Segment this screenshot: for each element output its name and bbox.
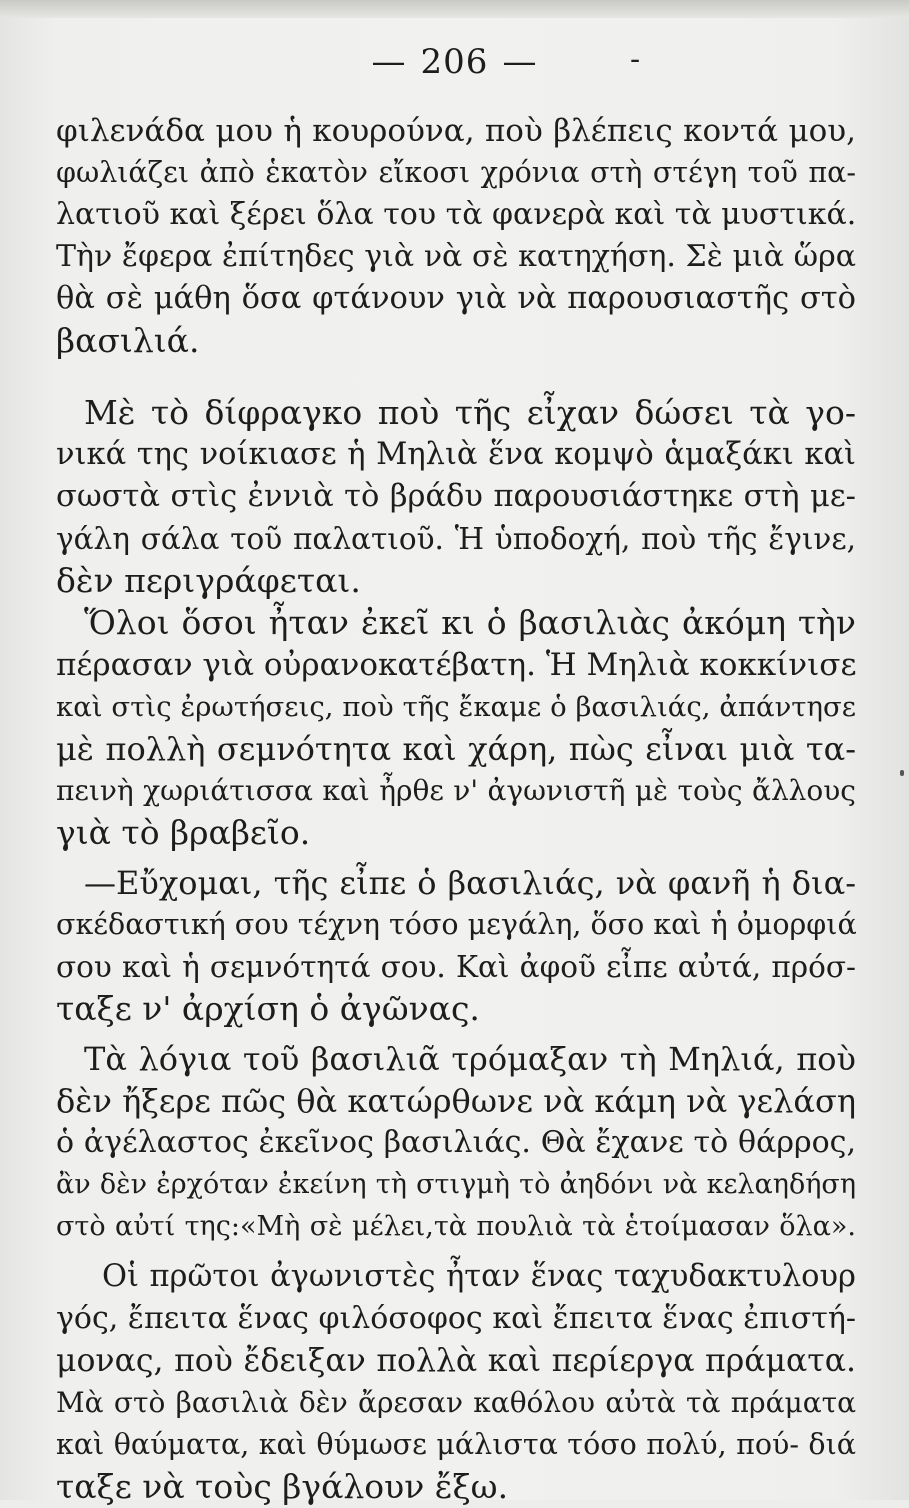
text-line: ἂν δὲν ἐρχόταν ἐκείνη τὴ στιγμὴ τὸ ἀηδόνι νὰ κελαηδήση	[56, 1169, 856, 1200]
text-line: πεινὴ χωριάτισσα καὶ ἦρθε ν' ἀγωνιστῆ μὲ τοὺς ἄλλους	[56, 774, 856, 807]
text-line: Μὲ τὸ δίφραγκο ποὺ τῆς εἶχαν δώσει τὰ γο-	[84, 393, 856, 432]
text-line: ταξε ν' ἀρχίση ὁ ἀγῶνας.	[56, 989, 480, 1028]
page-number-dash-right: —	[502, 42, 538, 82]
text-line: δὲν περιγράφεται.	[56, 561, 361, 600]
text-line: Τὴν ἔφερα ἐπίτηδες γιὰ νὰ σὲ κατηχήση. Σὲ μιὰ ὥρα	[56, 239, 856, 274]
body-text	[56, 110, 856, 1508]
text-line: —Εὔχομαι, τῆς εἶπε ὁ βασιλιάς, νὰ φανῆ ἡ δια-	[84, 864, 856, 902]
paragraph-gap	[56, 362, 856, 392]
stray-mark: -	[630, 42, 641, 77]
paragraph-gap	[56, 1030, 856, 1038]
text-line: Μὰ στὸ βασιλιὰ δὲν ἄρεσαν καθόλου αὐτὰ τὰ πράματα	[56, 1386, 856, 1419]
page-number-dash-left: —	[371, 42, 407, 82]
margin-speck	[900, 770, 904, 776]
text-line: ταξε νὰ τοὺς βγάλουν ἔξω.	[56, 1467, 509, 1506]
text-line: λατιοῦ καὶ ξέρει ὅλα του τὰ φανερὰ καὶ τὰ μυστικά.	[56, 197, 857, 232]
text-line: πέρασαν γιὰ οὐρανοκατέβατη. Ἡ Μηλιὰ κοκκίνισε	[56, 647, 857, 683]
text-line: βασιλιά.	[56, 321, 200, 360]
text-line: ὁ ἀγέλαστος ἐκεῖνος βασιλιάς. Θὰ ἔχανε τὸ θάρρος,	[56, 1125, 856, 1160]
text-line: γιὰ τὸ βραβεῖο.	[56, 813, 311, 852]
text-line: φωλιάζει ἀπὸ ἑκατὸν εἴκοσι χρόνια στὴ στέγη τοῦ πα-	[56, 156, 856, 189]
text-line: μονας, ποὺ ἔδειξαν πολλὰ καὶ περίεργα πράματα.	[56, 1343, 856, 1379]
text-line: φιλενάδα μου ἡ κουρούνα, ποὺ βλέπεις κοντά μου,	[56, 113, 856, 149]
text-line: σου καὶ ἡ σεμνότητά σου. Καὶ ἀφοῦ εἶπε αὐτά, πρόσ-	[56, 950, 856, 984]
text-line: στὸ αὐτί της:«Μὴ σὲ μέλει,τὰ πουλιὰ τὰ ἑτοίμασαν ὅλα».	[56, 1211, 856, 1242]
page-number-header	[0, 42, 909, 82]
text-line: γάλη σάλα τοῦ παλατιοῦ. Ἡ ὑποδοχή, ποὺ τῆς ἔγινε,	[56, 522, 856, 556]
text-line: σωστὰ στὶς ἐννιὰ τὸ βράδυ παρουσιάστηκε στὴ με-	[56, 479, 856, 514]
text-line: θὰ σὲ μάθη ὅσα φτάνουν γιὰ νὰ παρουσιαστῆς στὸ	[56, 281, 856, 316]
paragraph-gap	[56, 854, 856, 862]
text-line: μὲ πολλὴ σεμνότητα καὶ χάρη, πὼς εἶναι μιὰ τα-	[56, 730, 856, 768]
text-line: Ὅλοι ὅσοι ἦταν ἐκεῖ κι ὁ βασιλιὰς ἀκόμη τὴν	[84, 603, 856, 642]
text-line: γός, ἔπειτα ἕνας φιλόσοφος καὶ ἔπειτα ἕνας ἐπιστή-	[56, 1301, 856, 1336]
text-line: Οἱ πρῶτοι ἀγωνιστὲς ἦταν ἕνας ταχυδακτυλουρ	[102, 1259, 856, 1294]
page-number: 206	[420, 42, 489, 82]
page-top-edge	[0, 0, 909, 18]
text-line: νικά της νοίκιασε ἡ Μηλιὰ ἕνα κομψὸ ἁμαξάκι καὶ	[56, 437, 856, 472]
text-line: καὶ στὶς ἐρωτήσεις, ποὺ τῆς ἔκαμε ὁ βασιλιάς, ἀπάντησε	[56, 691, 856, 723]
text-line: Τὰ λόγια τοῦ βασιλιᾶ τρόμαξαν τὴ Μηλιά, ποὺ	[84, 1040, 856, 1078]
text-line: δὲν ἤξερε πῶς θὰ κατώρθωνε νὰ κάμη νὰ γελάση	[56, 1082, 856, 1120]
text-line: σκέδαστική σου τέχνη τόσο μεγάλη, ὅσο καὶ ἡ ὀμορφιά	[56, 908, 857, 941]
text-line: καὶ θαύματα, καὶ θύμωσε μάλιστα τόσο πολύ, πού- διά	[56, 1428, 856, 1461]
paragraph-gap	[56, 1248, 856, 1256]
